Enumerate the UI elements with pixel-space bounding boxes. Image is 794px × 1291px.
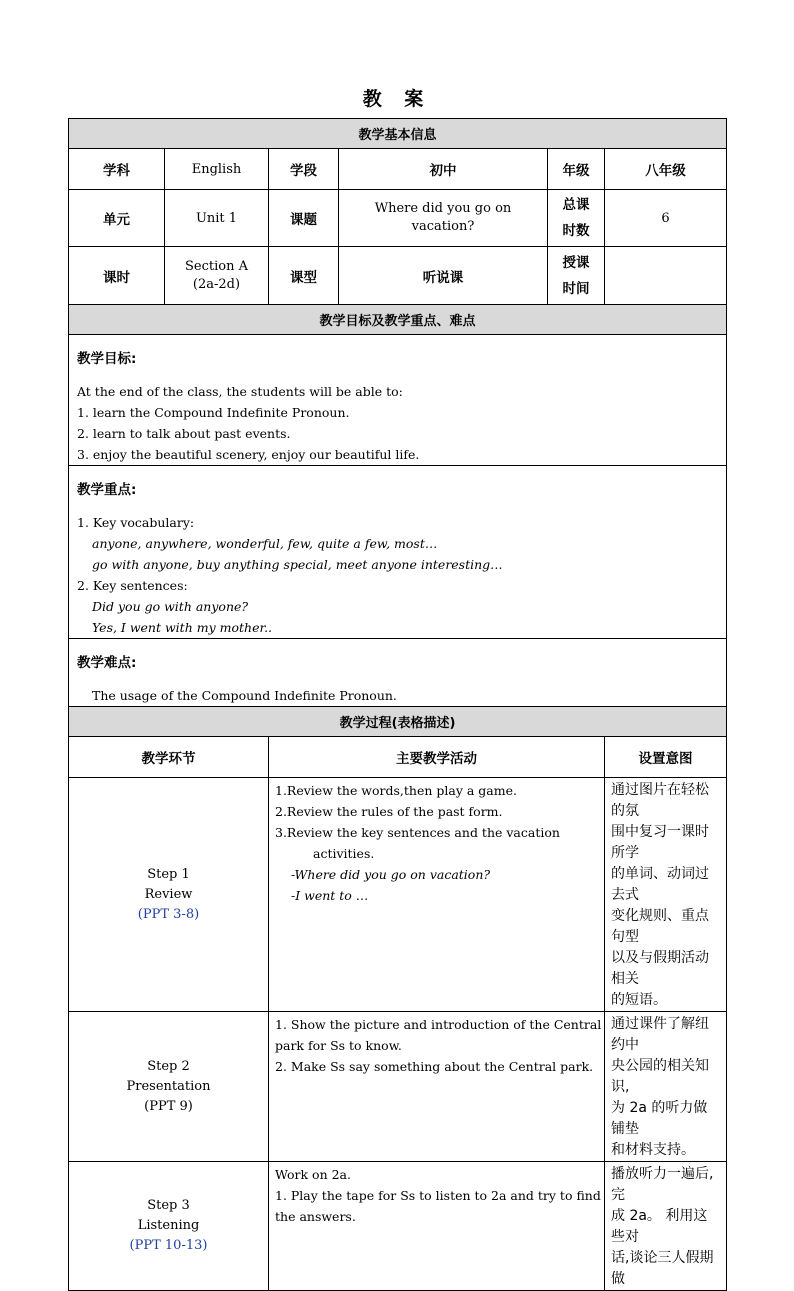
intent-line: 通过图片在轻松的氛 bbox=[611, 782, 709, 819]
step-number: Step 3 bbox=[147, 1198, 190, 1213]
activities-cell bbox=[269, 778, 605, 1012]
step-ppt: (PPT 3-8) bbox=[137, 906, 200, 922]
intent-line: 央公园的相关知识, bbox=[611, 1058, 709, 1095]
total-periods-label: 总课时数 bbox=[548, 190, 605, 247]
goals-line: 2. learn to talk about past events. bbox=[77, 426, 291, 441]
step-number: Step 2 bbox=[147, 1058, 190, 1074]
goals-heading: 教学目标: bbox=[77, 351, 137, 367]
activity-line: -Where did you go on vacation? bbox=[291, 867, 491, 882]
step-name: Review bbox=[144, 886, 193, 902]
grade-label: 年级 bbox=[548, 149, 605, 190]
intent-line: 话,谈论三人假期做 bbox=[611, 1250, 714, 1287]
level-value: 初中 bbox=[339, 149, 548, 190]
topic-label: 课题 bbox=[269, 190, 339, 247]
goals-line: At the end of the class, the students will be able to: bbox=[77, 384, 403, 399]
lesson-plan-table bbox=[68, 118, 727, 1291]
process-header-stage: 教学环节 bbox=[69, 737, 269, 778]
sentence-answer: Yes, I went with my mother.. bbox=[92, 620, 273, 635]
intent-line: 围中复习一课时所学 bbox=[611, 824, 709, 861]
activity-line: 1. Play the tape for Ss to listen to 2a and try to find bbox=[275, 1188, 601, 1203]
level-label: 学段 bbox=[269, 149, 339, 190]
intent-line: 播放听力一遍后,完 bbox=[611, 1166, 714, 1203]
step-cell bbox=[69, 778, 269, 1012]
intent-line: 和材料支持。 bbox=[611, 1142, 695, 1158]
sentences-label: 2. Key sentences: bbox=[77, 578, 188, 593]
difficulty-heading: 教学难点: bbox=[77, 655, 137, 671]
teach-time-label: 授课时间 bbox=[548, 247, 605, 305]
step-number: Step 1 bbox=[147, 866, 190, 882]
activity-line: 2.Review the rules of the past form. bbox=[275, 804, 503, 819]
process-header-intent: 设置意图 bbox=[605, 737, 727, 778]
step-name: Presentation bbox=[126, 1078, 211, 1094]
activity-line: Work on 2a. bbox=[275, 1167, 351, 1182]
vocab-phrases: go with anyone, buy anything special, meet anyone interesting… bbox=[92, 557, 503, 572]
process-row bbox=[69, 1012, 727, 1162]
unit-label: 单元 bbox=[69, 190, 165, 247]
process-row bbox=[69, 1162, 727, 1291]
intent-cell bbox=[605, 1012, 727, 1162]
goals-line: 3. enjoy the beautiful scenery, enjoy our beautiful life. bbox=[77, 447, 420, 462]
activity-line: 2. Make Ss say something about the Central park. bbox=[275, 1059, 594, 1074]
activity-line: 1.Review the words,then play a game. bbox=[275, 783, 517, 798]
intent-line: 以及与假期活动相关 bbox=[611, 950, 709, 987]
process-header-activities: 主要教学活动 bbox=[269, 737, 605, 778]
process-row bbox=[69, 778, 727, 1012]
key-points-heading: 教学重点: bbox=[77, 482, 137, 498]
goals-cell bbox=[69, 335, 727, 466]
period-value bbox=[165, 247, 269, 305]
teach-time-value bbox=[605, 247, 727, 305]
difficulty-text: The usage of the Compound Indefinite Pronoun. bbox=[92, 688, 397, 703]
difficulty-cell bbox=[69, 639, 727, 707]
intent-cell bbox=[605, 778, 727, 1012]
activity-line: 1. Show the picture and introduction of the Central bbox=[275, 1017, 602, 1032]
section-process: 教学过程(表格描述) bbox=[69, 707, 727, 737]
step-name: Listening bbox=[137, 1218, 200, 1233]
activities-cell bbox=[269, 1162, 605, 1291]
document-title: 教 案 bbox=[362, 88, 432, 110]
intent-line: 为 2a 的听力做铺垫 bbox=[611, 1100, 708, 1137]
sentence-question: Did you go with anyone? bbox=[92, 599, 249, 614]
period-value-range: (2a-2d) bbox=[192, 276, 241, 292]
activity-line: 3.Review the key sentences and the vacation bbox=[275, 825, 560, 840]
key-points-cell bbox=[69, 466, 727, 639]
activities-cell bbox=[269, 1012, 605, 1162]
activity-line: the answers. bbox=[275, 1209, 356, 1224]
step-cell bbox=[69, 1162, 269, 1291]
section-basic-info: 教学基本信息 bbox=[69, 119, 727, 149]
period-value-section: Section A bbox=[185, 258, 248, 274]
intent-cell bbox=[605, 1162, 727, 1291]
period-label: 课时 bbox=[69, 247, 165, 305]
intent-line: 变化规则、重点句型 bbox=[611, 908, 709, 945]
intent-line: 成 2a。 利用这些对 bbox=[611, 1208, 708, 1245]
type-label: 课型 bbox=[269, 247, 339, 305]
total-periods-value: 6 bbox=[605, 190, 727, 247]
grade-value: 八年级 bbox=[605, 149, 727, 190]
type-value: 听说课 bbox=[339, 247, 548, 305]
subject-value: English bbox=[165, 149, 269, 190]
vocab-words: anyone, anywhere, wonderful, few, quite a few, most… bbox=[92, 536, 438, 551]
intent-line: 的单词、动词过去式 bbox=[611, 866, 709, 903]
vocab-label: 1. Key vocabulary: bbox=[77, 515, 195, 530]
step-ppt: (PPT 10-13) bbox=[129, 1238, 208, 1253]
goals-line: 1. learn the Compound Indefinite Pronoun. bbox=[77, 405, 350, 420]
activity-line: activities. bbox=[313, 846, 375, 861]
subject-label: 学科 bbox=[69, 149, 165, 190]
activity-line: park for Ss to know. bbox=[275, 1038, 402, 1053]
activity-line: -I went to … bbox=[291, 888, 369, 903]
intent-line: 的短语。 bbox=[611, 992, 667, 1008]
topic-value: Where did you go on vacation? bbox=[339, 190, 548, 247]
intent-line: 通过课件了解纽约中 bbox=[611, 1016, 709, 1053]
step-cell bbox=[69, 1012, 269, 1162]
section-objectives: 教学目标及教学重点、难点 bbox=[69, 305, 727, 335]
unit-value: Unit 1 bbox=[165, 190, 269, 247]
step-ppt: (PPT 9) bbox=[144, 1098, 193, 1114]
